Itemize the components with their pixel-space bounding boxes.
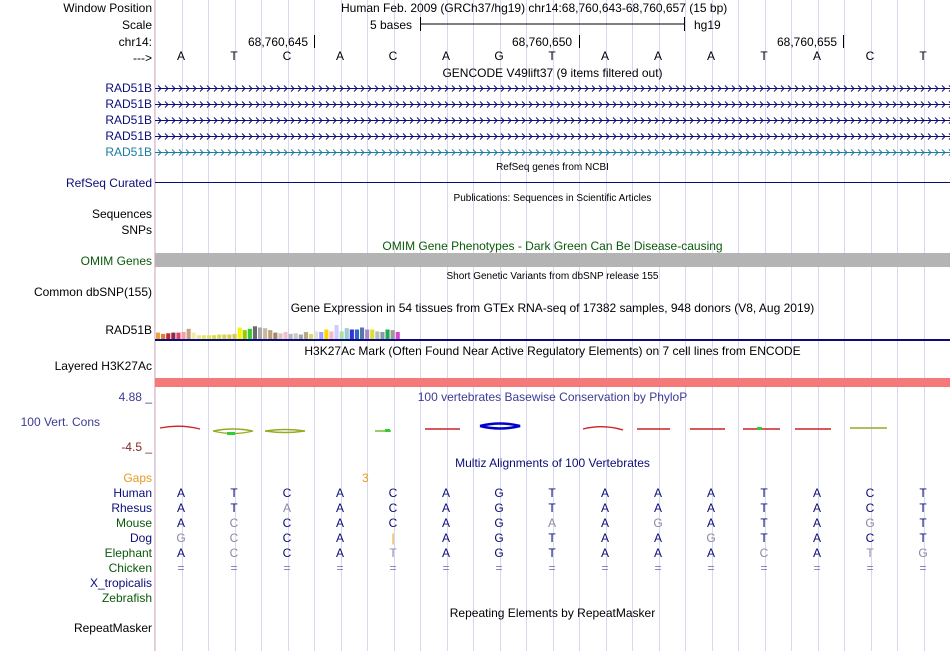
species-label-human: Human bbox=[113, 486, 152, 500]
alignment-base: A bbox=[176, 546, 185, 560]
sequence-base: T bbox=[548, 49, 556, 63]
alignment-base: = bbox=[495, 561, 503, 575]
species-label-elephant: Elephant bbox=[104, 546, 152, 560]
phylop-signal[interactable] bbox=[155, 0, 950, 450]
alignment-base: A bbox=[547, 516, 556, 530]
alignment-base: T bbox=[919, 501, 927, 515]
alignment-base: A bbox=[176, 501, 185, 515]
dbsnp-track-label[interactable]: Common dbSNP(155) bbox=[33, 285, 152, 299]
gtex-track-label[interactable]: RAD51B bbox=[105, 323, 152, 337]
alignment-base: T bbox=[230, 486, 238, 500]
phylop-track-title: 100 vertebrates Basewise Conservation by PhyloP bbox=[417, 390, 688, 404]
alignment-base: A bbox=[812, 546, 821, 560]
alignment-base: A bbox=[600, 531, 609, 545]
track-labels bbox=[0, 0, 155, 651]
publications-sequences-label[interactable]: Sequences bbox=[91, 207, 152, 221]
phylop-ymax: 4.88 _ bbox=[118, 390, 152, 404]
alignment-base: C bbox=[388, 486, 398, 500]
alignment-base: T bbox=[548, 486, 556, 500]
scale-value: 5 bases bbox=[370, 18, 413, 32]
refseq-track-label[interactable]: RefSeq Curated bbox=[65, 176, 152, 190]
alignment-base: A bbox=[653, 531, 662, 545]
alignment-base: = bbox=[283, 561, 291, 575]
sequence-base: A bbox=[600, 49, 609, 63]
alignment-base: A bbox=[441, 546, 450, 560]
alignment-base: C bbox=[759, 546, 769, 560]
alignment-base: A bbox=[176, 516, 185, 530]
sequence-base: A bbox=[653, 49, 662, 63]
gencode-item-label[interactable]: RAD51B bbox=[105, 113, 152, 127]
alignment-base: T bbox=[548, 546, 556, 560]
alignment-base: T bbox=[760, 531, 768, 545]
alignment-base: A bbox=[600, 546, 609, 560]
chrom-label: chr14: bbox=[118, 35, 152, 49]
alignment-base: C bbox=[388, 516, 398, 530]
alignment-base: C bbox=[229, 516, 239, 530]
alignment-base: = bbox=[389, 561, 397, 575]
sequence-base: G bbox=[494, 49, 504, 63]
window-position-label: Window Position bbox=[63, 1, 152, 15]
phylop-track-label[interactable]: 100 Vert. Cons bbox=[20, 415, 100, 429]
track-image[interactable] bbox=[155, 0, 950, 651]
gap-count: 3 bbox=[362, 471, 369, 485]
repeatmasker-track-label[interactable]: RepeatMasker bbox=[73, 621, 152, 635]
alignment-base: A bbox=[335, 501, 344, 515]
alignment-base: G bbox=[176, 531, 186, 545]
scale-label: Scale bbox=[121, 18, 152, 32]
alignment-base: A bbox=[441, 501, 450, 515]
h3k27ac-track-title: H3K27Ac Mark (Often Found Near Active Regulatory Elements) on 7 cell lines from ENCODE bbox=[304, 344, 801, 358]
assembly-label: hg19 bbox=[694, 18, 721, 32]
alignment-base: = bbox=[442, 561, 450, 575]
refseq-track-title: RefSeq genes from NCBI bbox=[496, 162, 609, 173]
publications-track-title: Publications: Sequences in Scientific Articles bbox=[453, 193, 652, 204]
sequence-base: C bbox=[865, 49, 875, 63]
alignment-base: G bbox=[706, 531, 716, 545]
alignment-base: A bbox=[600, 516, 609, 530]
sequence-base: A bbox=[176, 49, 185, 63]
sequence-base: T bbox=[760, 49, 768, 63]
window-position-value: Human Feb. 2009 (GRCh37/hg19) chr14:68,760,643-68,760,657 (15 bp) bbox=[341, 1, 728, 15]
species-label-xtropicalis: X_tropicalis bbox=[89, 576, 152, 590]
alignment-base: C bbox=[282, 486, 292, 500]
alignment-base: T bbox=[919, 531, 927, 545]
alignment-base: A bbox=[812, 516, 821, 530]
species-label-mouse: Mouse bbox=[115, 516, 152, 530]
alignment-base: C bbox=[229, 531, 239, 545]
gaps-label: Gaps bbox=[123, 471, 152, 485]
alignment-base: A bbox=[706, 516, 715, 530]
species-label-dog: Dog bbox=[129, 531, 152, 545]
alignment-base: = bbox=[654, 561, 662, 575]
phylop-ymin: -4.5 _ bbox=[121, 440, 152, 454]
alignment-base: G bbox=[494, 531, 504, 545]
alignment-base: A bbox=[441, 486, 450, 500]
gencode-item-label[interactable]: RAD51B bbox=[105, 129, 152, 143]
sequence-base: A bbox=[706, 49, 715, 63]
sequence-base: T bbox=[230, 49, 238, 63]
alignment-base: T bbox=[760, 486, 768, 500]
alignment-base: T bbox=[919, 516, 927, 530]
position-tick: 68,760,655 bbox=[777, 35, 838, 49]
species-label-rhesus: Rhesus bbox=[111, 501, 152, 515]
strand-arrow-label: ---> bbox=[133, 51, 152, 65]
alignment-base: C bbox=[865, 531, 875, 545]
alignment-base: A bbox=[335, 486, 344, 500]
species-label-chicken: Chicken bbox=[108, 561, 152, 575]
alignment-base: C bbox=[282, 531, 292, 545]
gtex-track-title: Gene Expression in 54 tissues from GTEx RNA-seq of 17382 samples, 948 donors (V8, Aug 2019) bbox=[290, 301, 815, 315]
alignment-base: A bbox=[335, 531, 344, 545]
alignment-base: = bbox=[813, 561, 821, 575]
multiz-track-title: Multiz Alignments of 100 Vertebrates bbox=[455, 456, 650, 470]
alignment-base: T bbox=[919, 486, 927, 500]
sequence-base: C bbox=[282, 49, 292, 63]
alignment-base: T bbox=[548, 531, 556, 545]
alignment-base: A bbox=[176, 486, 185, 500]
alignment-base: A bbox=[812, 501, 821, 515]
alignment-base: A bbox=[600, 486, 609, 500]
omim-track-label[interactable]: OMIM Genes bbox=[80, 254, 152, 268]
publications-snps-label[interactable]: SNPs bbox=[121, 223, 152, 237]
alignment-base: = bbox=[548, 561, 556, 575]
gencode-track-title: GENCODE V49lift37 (9 items filtered out) bbox=[442, 66, 663, 80]
alignment-base: G bbox=[494, 486, 504, 500]
alignment-base: G bbox=[494, 546, 504, 560]
alignment-base: T bbox=[548, 501, 556, 515]
alignment-base: A bbox=[335, 546, 344, 560]
position-tick: 68,760,650 bbox=[512, 35, 573, 49]
alignment-base: = bbox=[707, 561, 715, 575]
position-tick: 68,760,645 bbox=[248, 35, 309, 49]
alignment-base: = bbox=[336, 561, 344, 575]
alignment-base: C bbox=[865, 501, 875, 515]
alignment-base: A bbox=[653, 501, 662, 515]
alignment-base: A bbox=[812, 486, 821, 500]
species-label-zebrafish: Zebrafish bbox=[101, 591, 152, 605]
alignment-base: C bbox=[282, 516, 292, 530]
alignment-base: | bbox=[391, 531, 395, 545]
alignment-base: T bbox=[760, 501, 768, 515]
alignment-base: C bbox=[865, 486, 875, 500]
alignment-base: = bbox=[230, 561, 238, 575]
alignment-base: C bbox=[282, 546, 292, 560]
gencode-item-label[interactable]: RAD51B bbox=[105, 97, 152, 111]
alignment-base: T bbox=[866, 546, 874, 560]
alignment-base: A bbox=[282, 501, 291, 515]
alignment-base: C bbox=[388, 501, 398, 515]
alignment-base: A bbox=[335, 516, 344, 530]
gencode-item-label[interactable]: RAD51B bbox=[105, 81, 152, 95]
alignment-base: A bbox=[653, 546, 662, 560]
omim-track-title: OMIM Gene Phenotypes - Dark Green Can Be Disease-causing bbox=[382, 239, 723, 253]
alignment-base: A bbox=[441, 516, 450, 530]
alignment-base: A bbox=[812, 531, 821, 545]
dbsnp-track-title: Short Genetic Variants from dbSNP release 155 bbox=[446, 271, 659, 282]
alignment-base: = bbox=[760, 561, 768, 575]
h3k27ac-track-label[interactable]: Layered H3K27Ac bbox=[54, 359, 152, 373]
alignment-base: G bbox=[918, 546, 928, 560]
alignment-base: G bbox=[865, 516, 875, 530]
alignment-base: T bbox=[230, 501, 238, 515]
alignment-base: A bbox=[600, 501, 609, 515]
alignment-base: = bbox=[601, 561, 609, 575]
gencode-item-label[interactable]: RAD51B bbox=[105, 145, 152, 159]
alignment-base: = bbox=[177, 561, 185, 575]
sequence-base: A bbox=[812, 49, 821, 63]
alignment-base: A bbox=[653, 486, 662, 500]
sequence-base: A bbox=[335, 49, 344, 63]
alignment-base: G bbox=[653, 516, 663, 530]
alignment-base: A bbox=[706, 501, 715, 515]
sequence-base: A bbox=[441, 49, 450, 63]
sequence-base: C bbox=[388, 49, 398, 63]
alignment-base: T bbox=[760, 516, 768, 530]
repeatmasker-track-title: Repeating Elements by RepeatMasker bbox=[449, 606, 656, 620]
alignment-base: G bbox=[494, 501, 504, 515]
sequence-base: T bbox=[919, 49, 927, 63]
alignment-base: C bbox=[229, 546, 239, 560]
alignment-base: A bbox=[706, 486, 715, 500]
alignment-base: A bbox=[706, 546, 715, 560]
alignment-base: = bbox=[919, 561, 927, 575]
alignment-base: T bbox=[389, 546, 397, 560]
alignment-base: A bbox=[441, 531, 450, 545]
alignment-base: = bbox=[866, 561, 874, 575]
alignment-base: G bbox=[494, 516, 504, 530]
